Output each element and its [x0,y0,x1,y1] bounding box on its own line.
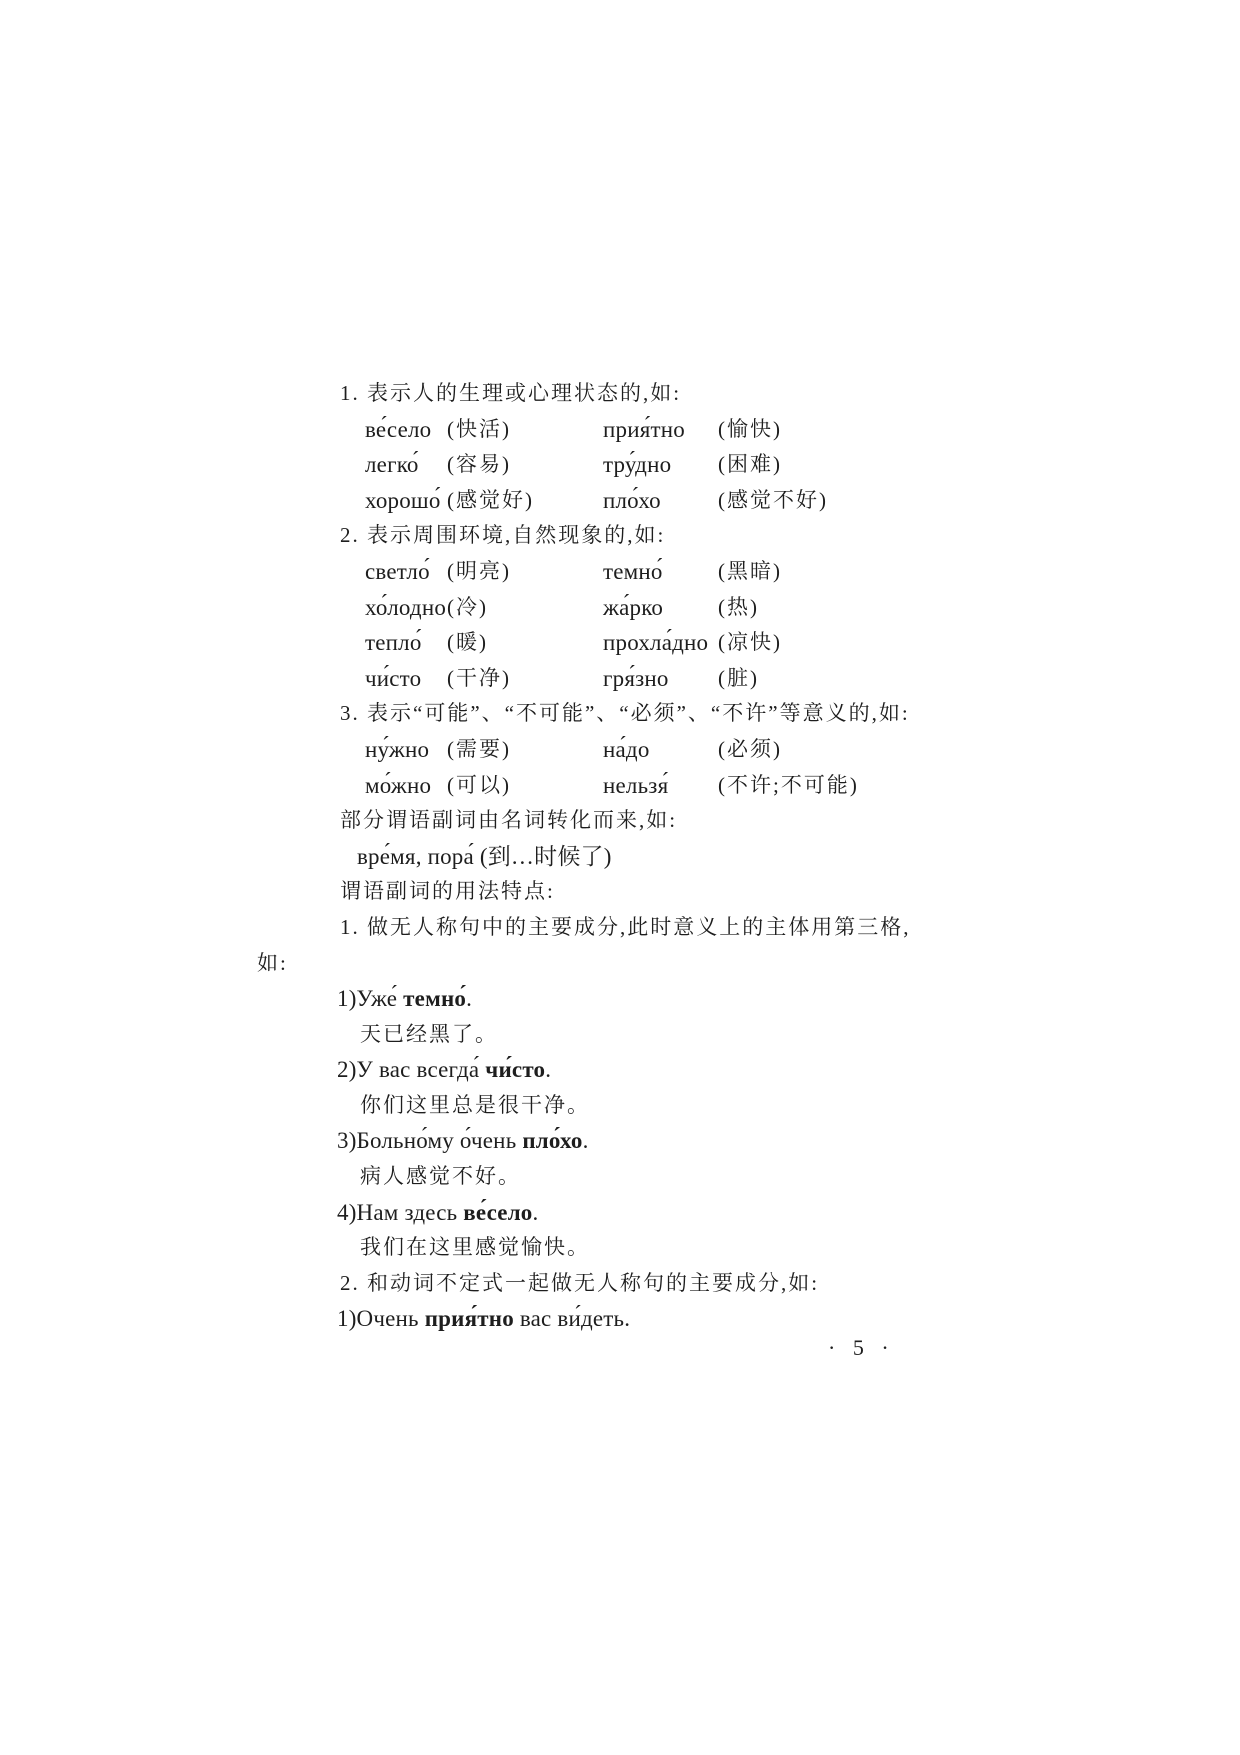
vocab-word: легко́ [365,452,419,478]
example-sentence-cn: 我们在这里感觉愉快。 [360,1235,590,1260]
vocab-word: чи́сто [365,665,422,691]
section-2-heading: 2. 表示周围环境,自然现象的,如: [340,523,666,548]
section-1-heading: 1. 表示人的生理或心理状态的,如: [340,381,682,405]
sentence-prefix: 3)Больно́му о́чень [337,1128,523,1154]
vocab-row [257,768,977,804]
stressed-word: темно́ [403,986,467,1012]
vocab-row [257,590,977,626]
sentence-prefix: 2)У вас всегда́ [337,1057,486,1083]
vocab-word: темно́ [603,558,663,584]
example-sentence-ru [257,1195,977,1231]
vocab-gloss: (干净) [447,665,511,690]
vocab-row [257,732,977,768]
example-sentence-ru [257,981,977,1017]
vocab-gloss: (需要) [447,736,511,761]
sentence-prefix: 4)Нам здесь [337,1199,464,1225]
example-sentence-cn: 病人感觉不好。 [360,1164,521,1189]
vocab-gloss: (可以) [447,772,511,797]
noun-para-example: вре́мя, пора́ (到…时候了) [357,843,612,869]
stressed-word: чи́сто [485,1057,546,1083]
vocab-word: нельзя́ [603,772,669,798]
vocab-gloss: (必须) [718,736,782,761]
sentence-suffix: . [582,1128,589,1154]
example-sentence-ru [257,1123,977,1159]
usage-heading: 谓语副词的用法特点: [340,879,555,904]
vocab-row [257,447,977,483]
sentence-suffix: . [532,1199,539,1225]
vocab-gloss: (热) [718,594,759,619]
vocab-word: ве́село [365,416,432,442]
vocab-gloss: (脏) [718,665,759,690]
page-number: · 5 · [828,1335,895,1360]
stressed-word: ве́село [463,1199,533,1225]
sentence-prefix: 1)Очень [337,1306,425,1332]
page-content [257,376,977,1337]
vocab-row [257,554,977,590]
vocab-word: гря́зно [603,665,669,691]
vocab-word: тепло́ [365,630,422,656]
vocab-row [257,625,977,661]
vocab-row [257,483,977,519]
example-sentence-cn: 天已经黑了。 [360,1021,498,1046]
vocab-word: мо́жно [365,772,432,798]
vocab-gloss: (容易) [447,452,511,477]
stressed-word: пло́хо [522,1128,583,1154]
vocab-word: тру́дно [603,452,672,478]
vocab-word: пло́хо [603,487,661,513]
vocab-gloss: (愉快) [718,416,782,441]
stressed-word: прия́тно [424,1306,514,1332]
section-3-heading: 3. 表示“可能”、“不可能”、“必须”、“不许”等意义的,如: [340,701,910,726]
vocab-word: хорошо́ [365,487,441,513]
usage-point-1-line-1: 1. 做无人称句中的主要成分,此时意义上的主体用第三格, [340,914,911,939]
usage-point-2-heading: 2. 和动词不定式一起做无人称句的主要成分,如: [340,1270,820,1295]
vocab-row [257,412,977,448]
vocab-word: прия́тно [603,416,685,442]
sentence-suffix: вас ви́деть. [513,1306,631,1332]
vocab-gloss: (感觉好) [447,487,534,512]
noun-para-heading: 部分谓语副词由名词转化而来,如: [340,808,678,833]
sentence-suffix: . [466,986,473,1012]
sentence-prefix: 1)Уже́ [337,986,404,1012]
vocab-gloss: (黑暗) [718,558,782,583]
vocab-word: прохла́дно [603,630,709,656]
vocab-word: хо́лодно [365,594,447,620]
example-sentence-ru [257,1052,977,1088]
vocab-gloss: (冷) [447,594,488,619]
vocab-word: ну́жно [365,736,430,762]
vocab-gloss: (不许;不可能) [718,772,859,797]
vocab-gloss: (明亮) [447,558,511,583]
vocab-word: на́до [603,736,650,762]
vocab-word: жа́рко [603,594,664,620]
vocab-gloss: (凉快) [718,630,782,655]
vocab-row [257,661,977,697]
vocab-gloss: (困难) [718,452,782,477]
vocab-gloss: (感觉不好) [718,487,828,512]
usage-point-1-line-2: 如: [257,950,288,975]
example-sentence-cn: 你们这里总是很干净。 [360,1092,590,1117]
vocab-word: светло́ [365,558,430,584]
vocab-gloss: (暖) [447,630,488,655]
vocab-gloss: (快活) [447,416,511,441]
sentence-suffix: . [545,1057,552,1083]
